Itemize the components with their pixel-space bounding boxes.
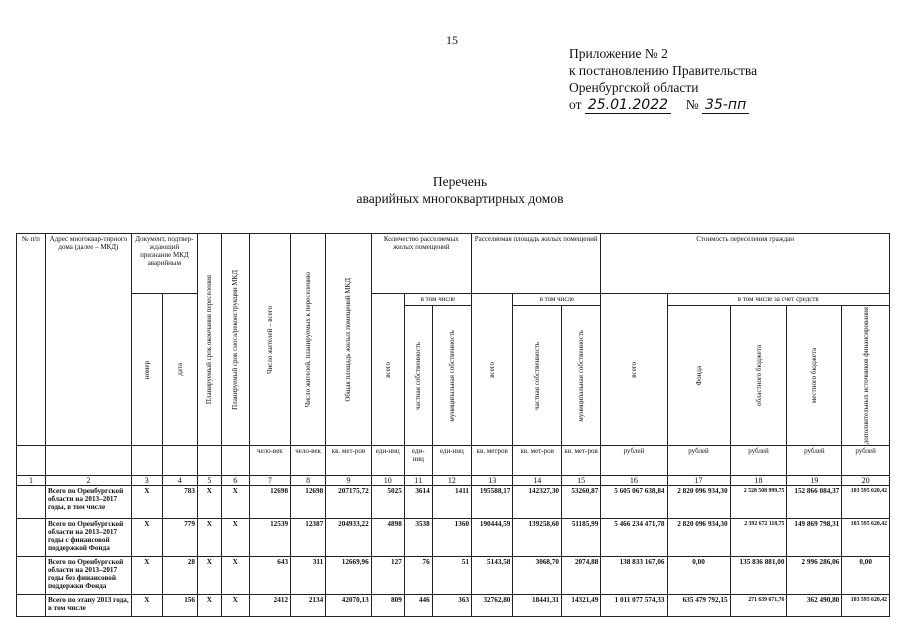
cell: X [221, 557, 249, 595]
cell: 1 011 077 574,33 [601, 595, 667, 617]
col-number: 4 [162, 476, 197, 486]
col-number: 18 [730, 476, 787, 486]
cell: X [197, 519, 221, 557]
buildings-table [16, 233, 890, 617]
cell: 4898 [371, 519, 404, 557]
h-area-private: частная собственность [513, 306, 562, 446]
unit-cell: кв. мет-ров [513, 446, 562, 476]
cell: 446 [404, 595, 432, 617]
cell: 32762,80 [472, 595, 513, 617]
cell: 2 820 096 934,30 [667, 486, 730, 519]
cell: 12669,96 [326, 557, 372, 595]
h-count-total: всего [371, 294, 404, 446]
h-cost-total: всего [601, 294, 667, 446]
cell: 149 869 798,31 [787, 519, 842, 557]
table-row [17, 557, 890, 595]
h-document: Документ, подтвер-ждающий признание МКД аварийным [131, 234, 197, 294]
cell: 135 836 881,00 [730, 557, 787, 595]
col-number: 16 [601, 476, 667, 486]
h-demolition: Планируемый срок сноса/реконструкции МКД [221, 234, 249, 446]
h-num: № п/п [17, 234, 46, 446]
cell: 103 595 620,42 [842, 486, 890, 519]
cell: 3614 [404, 486, 432, 519]
col-number: 3 [131, 476, 162, 486]
cell: X [197, 595, 221, 617]
table-row [17, 486, 890, 519]
cell: 14321,49 [562, 595, 601, 617]
h-count-incl: в том числе [404, 294, 471, 306]
cell: 362 490,80 [787, 595, 842, 617]
cell: 1411 [432, 486, 471, 519]
cell: 2 820 096 934,30 [667, 519, 730, 557]
h-residents-total: Число жителей – всего [249, 234, 290, 446]
cell: 2074,88 [562, 557, 601, 595]
cell: 138 833 167,06 [601, 557, 667, 595]
table-row [17, 519, 890, 557]
h-local: местного бюджета [787, 306, 842, 446]
cell: 12387 [291, 519, 326, 557]
cell: 0,00 [842, 557, 890, 595]
cell: 53260,87 [562, 486, 601, 519]
row-name: Всего по Оренбургской области на 2013–2017 годы без финансовой поддержки Фонда [45, 557, 131, 595]
cell: X [197, 557, 221, 595]
cell: 0,00 [667, 557, 730, 595]
unit-cell: рублей [842, 446, 890, 476]
cell: 2412 [249, 595, 290, 617]
decree-number: 35-пп [702, 97, 749, 114]
col-number: 1 [17, 476, 46, 486]
col-number: 12 [432, 476, 471, 486]
cell: 5143,58 [472, 557, 513, 595]
unit-cell: кв. мет-ров [562, 446, 601, 476]
decree-date: 25.01.2022 [585, 97, 671, 114]
h-address: Адрес многоквар-тирного дома (далее – МКД) [45, 234, 131, 446]
unit-cell: чело-век [249, 446, 290, 476]
cell: 2 392 672 118,75 [730, 519, 787, 557]
h-relocation-end: Планируемый срок окончания переселения [197, 234, 221, 446]
cell: 28 [162, 557, 197, 595]
unit-cell: еди-ниц [404, 446, 432, 476]
h-fond: Фонда [667, 306, 730, 446]
row-name: Всего по Оренбургской области на 2013–2017 годы, в том числе [45, 486, 131, 519]
cell: 152 866 084,37 [787, 486, 842, 519]
cell: 127 [371, 557, 404, 595]
col-number: 9 [326, 476, 372, 486]
cell: X [131, 519, 162, 557]
h-area-group: Расселяемая площадь жилых помещений [472, 234, 601, 294]
cell: 42070,13 [326, 595, 372, 617]
cell: 76 [404, 557, 432, 595]
col-number: 14 [513, 476, 562, 486]
h-doc-date: дата [162, 294, 197, 446]
cell: 643 [249, 557, 290, 595]
cell: 12539 [249, 519, 290, 557]
cell: 5 466 234 471,78 [601, 519, 667, 557]
cell: 5025 [371, 486, 404, 519]
title-line1: Перечень [432, 174, 488, 189]
appendix-date-line [569, 96, 757, 114]
cell: 103 595 620,42 [842, 519, 890, 557]
col-number: 10 [371, 476, 404, 486]
h-cost-incl: в том числе за счет средств [667, 294, 890, 306]
cell: 783 [162, 486, 197, 519]
cell: 195588,17 [472, 486, 513, 519]
cell: 190444,59 [472, 519, 513, 557]
cell: 635 479 792,15 [667, 595, 730, 617]
h-count-municipal: муниципальная собственность [432, 306, 471, 446]
cell: 207175,72 [326, 486, 372, 519]
unit-cell: рублей [787, 446, 842, 476]
from-label: от [569, 97, 582, 112]
cell: 363 [432, 595, 471, 617]
unit-cell: рублей [667, 446, 730, 476]
cell: X [197, 486, 221, 519]
table-row [17, 595, 890, 617]
h-doc-number: номер [131, 294, 162, 446]
h-residents-relocated: Число жителей, планируемых к переселению [291, 234, 326, 446]
cell: 2134 [291, 595, 326, 617]
cell: X [221, 595, 249, 617]
appendix-line2: к постановлению Правительства [569, 63, 758, 78]
h-total-area: Общая площадь жилых помещений МКД [326, 234, 372, 446]
appendix-line1: Приложение № 2 [569, 46, 668, 61]
h-area-total: всего [472, 294, 513, 446]
unit-cell: кв. метров [472, 446, 513, 476]
cell: 51185,99 [562, 519, 601, 557]
row-name: Всего по этапу 2013 года, в том числе [45, 595, 131, 617]
number-label: № [685, 97, 699, 112]
cell: 103 595 620,42 [842, 595, 890, 617]
page-number: 15 [446, 33, 458, 47]
cell: 142327,30 [513, 486, 562, 519]
col-number: 8 [291, 476, 326, 486]
cell: 809 [371, 595, 404, 617]
cell: 156 [162, 595, 197, 617]
h-cost-group: Стоимость переселения граждан [601, 234, 890, 294]
cell: 779 [162, 519, 197, 557]
col-number: 5 [197, 476, 221, 486]
col-number: 11 [404, 476, 432, 486]
cell: 3068,70 [513, 557, 562, 595]
col-number: 15 [562, 476, 601, 486]
units-row [17, 446, 890, 476]
col-number: 6 [221, 476, 249, 486]
col-number: 7 [249, 476, 290, 486]
cell: 5 605 067 638,84 [601, 486, 667, 519]
unit-cell: рублей [730, 446, 787, 476]
unit-cell: еди-ниц [371, 446, 404, 476]
h-regional: областного бюджета [730, 306, 787, 446]
cell: 139258,60 [513, 519, 562, 557]
header-row-1 [17, 234, 890, 294]
cell: X [221, 519, 249, 557]
col-number: 17 [667, 476, 730, 486]
column-number-row [17, 476, 890, 486]
h-area-incl: в том числе [513, 294, 601, 306]
cell: X [131, 557, 162, 595]
col-number: 20 [842, 476, 890, 486]
cell: 1360 [432, 519, 471, 557]
h-extra: дополнительных источников финансирования [842, 306, 890, 446]
col-number: 13 [472, 476, 513, 486]
appendix-block [569, 45, 757, 114]
cell: 271 639 671,76 [730, 595, 787, 617]
row-name: Всего по Оренбургской области на 2013–2017 годы с финансовой поддержкой Фонда [45, 519, 131, 557]
h-count-group: Количество расселяемых жилых помещений [371, 234, 471, 294]
unit-cell: кв. мет-ров [326, 446, 372, 476]
col-number: 19 [787, 476, 842, 486]
col-number: 2 [45, 476, 131, 486]
cell: 2 528 508 999,75 [730, 486, 787, 519]
cell: X [131, 486, 162, 519]
cell: 3538 [404, 519, 432, 557]
cell: X [221, 486, 249, 519]
cell: 12698 [249, 486, 290, 519]
cell: 2 996 286,06 [787, 557, 842, 595]
cell: 51 [432, 557, 471, 595]
cell: 12698 [291, 486, 326, 519]
document-title [300, 173, 620, 207]
cell: 18441,31 [513, 595, 562, 617]
cell: 311 [291, 557, 326, 595]
header-row-2 [17, 294, 890, 306]
unit-cell: чело-век [291, 446, 326, 476]
appendix-line3: Оренбургской области [569, 80, 699, 95]
h-count-private: частная собственность [404, 306, 432, 446]
cell: X [131, 595, 162, 617]
unit-cell: рублей [601, 446, 667, 476]
title-line2: аварийных многоквартирных домов [356, 191, 564, 206]
h-area-municipal: муниципальная собственность [562, 306, 601, 446]
cell: 204933,22 [326, 519, 372, 557]
unit-cell: еди-ниц [432, 446, 471, 476]
